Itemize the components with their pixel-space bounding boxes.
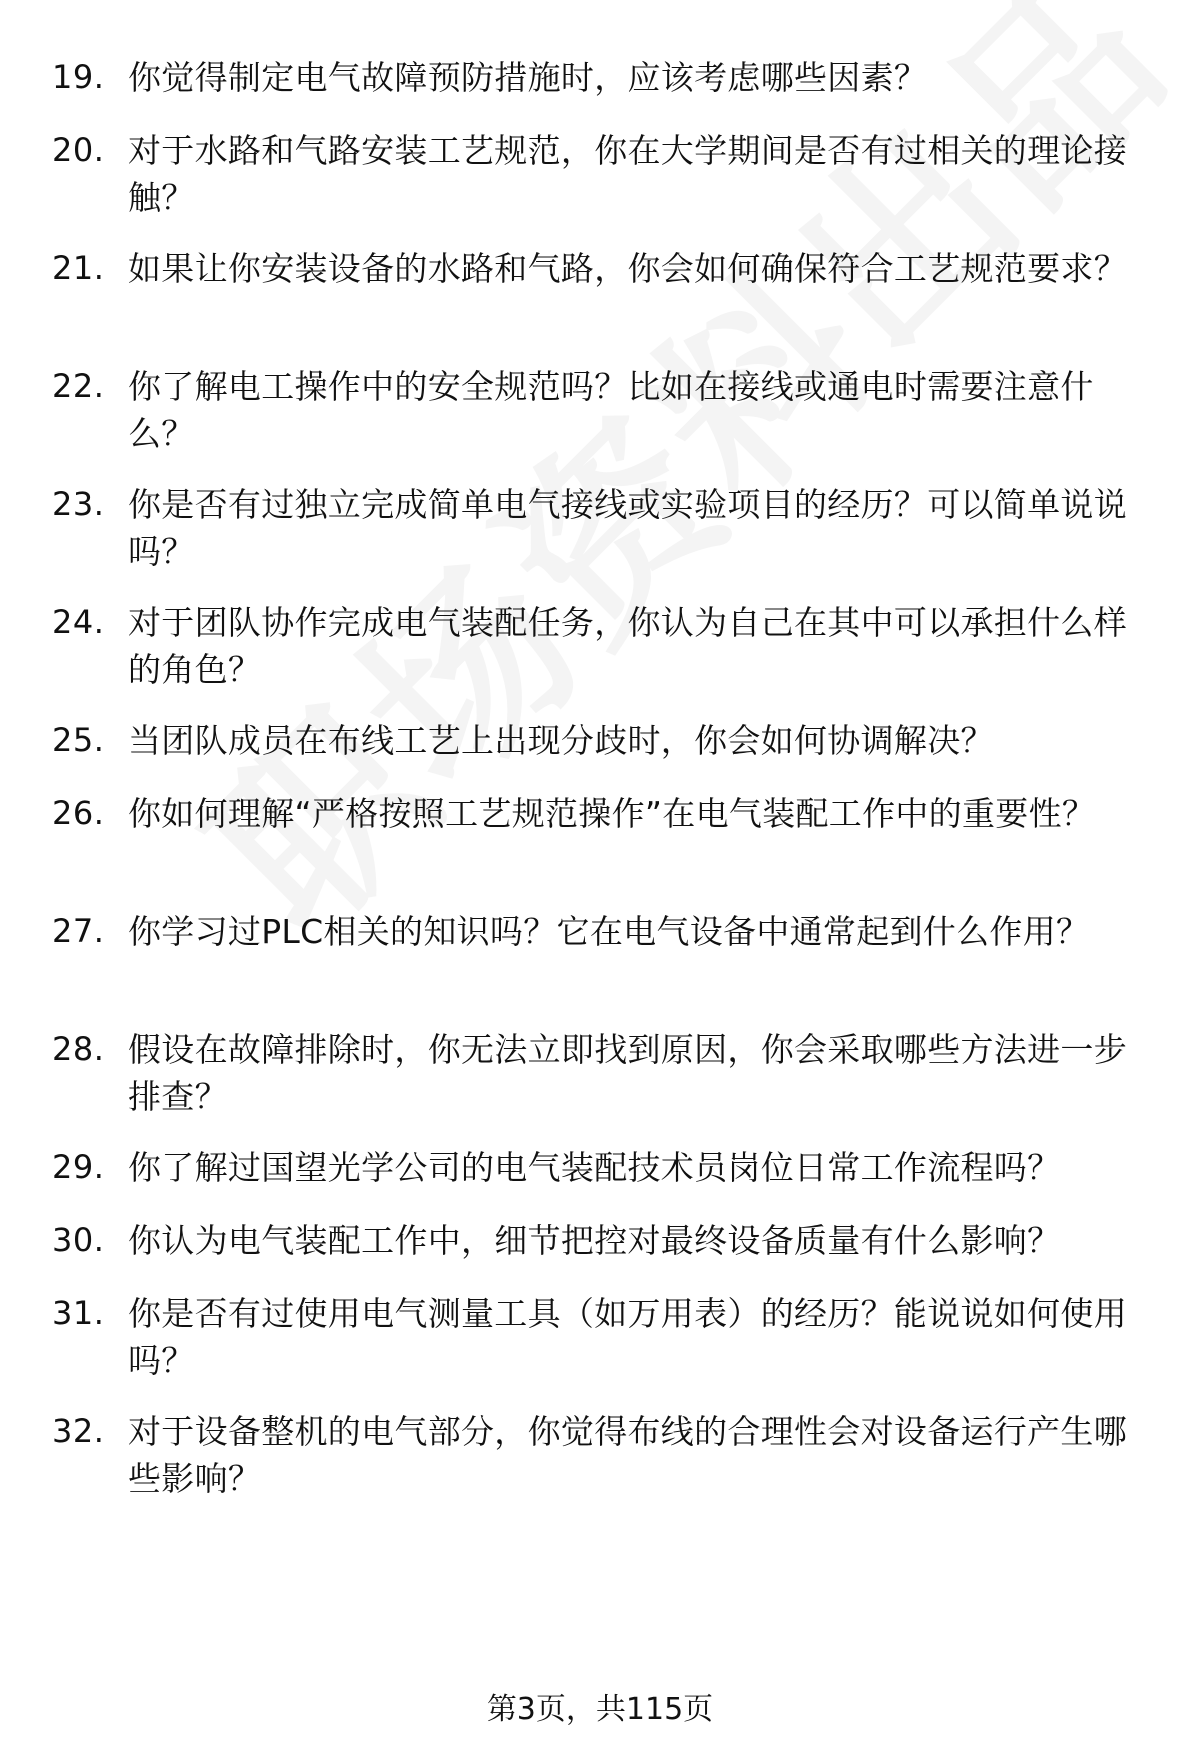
- question-text: 你了解电工操作中的安全规范吗？比如在接线或通电时需要注意什么？: [128, 367, 1094, 453]
- question-number: 27.: [52, 912, 105, 950]
- question-number: 30.: [52, 1221, 105, 1259]
- question-text: 当团队成员在布线工艺上出现分歧时，你会如何协调解决？: [128, 721, 994, 760]
- question-number: 24.: [52, 603, 105, 641]
- question-number: 25.: [52, 721, 105, 759]
- question-number: 32.: [52, 1412, 105, 1450]
- question-text: 你认为电气装配工作中，细节把控对最终设备质量有什么影响？: [128, 1221, 1061, 1260]
- question-number: 28.: [52, 1030, 105, 1068]
- question-text: 假设在故障排除时，你无法立即找到原因，你会采取哪些方法进一步排查？: [128, 1030, 1127, 1116]
- question-text: 对于水路和气路安装工艺规范，你在大学期间是否有过相关的理论接触？: [128, 131, 1127, 217]
- question-number: 23.: [52, 485, 105, 523]
- question-number: 22.: [52, 367, 105, 405]
- question-text: 你学习过PLC相关的知识吗？它在电气设备中通常起到什么作用？: [128, 912, 1090, 951]
- question-text: 对于团队协作完成电气装配任务，你认为自己在其中可以承担什么样的角色？: [128, 603, 1127, 689]
- question-text: 你觉得制定电气故障预防措施时，应该考虑哪些因素？: [128, 58, 928, 97]
- page-footer: 第3页，共115页: [486, 1692, 714, 1727]
- question-text: 如果让你安装设备的水路和气路，你会如何确保符合工艺规范要求？: [128, 249, 1127, 288]
- question-text: 你如何理解“严格按照工艺规范操作”在电气装配工作中的重要性？: [128, 794, 1096, 833]
- question-number: 19.: [52, 58, 105, 96]
- question-number: 31.: [52, 1294, 105, 1332]
- question-number: 26.: [52, 794, 105, 832]
- question-text: 你是否有过独立完成简单电气接线或实验项目的经历？可以简单说说吗？: [128, 485, 1127, 571]
- question-text: 你了解过国望光学公司的电气装配技术员岗位日常工作流程吗？: [128, 1148, 1061, 1187]
- question-text: 对于设备整机的电气部分，你觉得布线的合理性会对设备运行产生哪些影响？: [128, 1412, 1127, 1498]
- question-number: 29.: [52, 1148, 105, 1186]
- question-number: 20.: [52, 131, 105, 169]
- question-number: 21.: [52, 249, 105, 287]
- question-text: 你是否有过使用电气测量工具（如万用表）的经历？能说说如何使用吗？: [128, 1294, 1127, 1380]
